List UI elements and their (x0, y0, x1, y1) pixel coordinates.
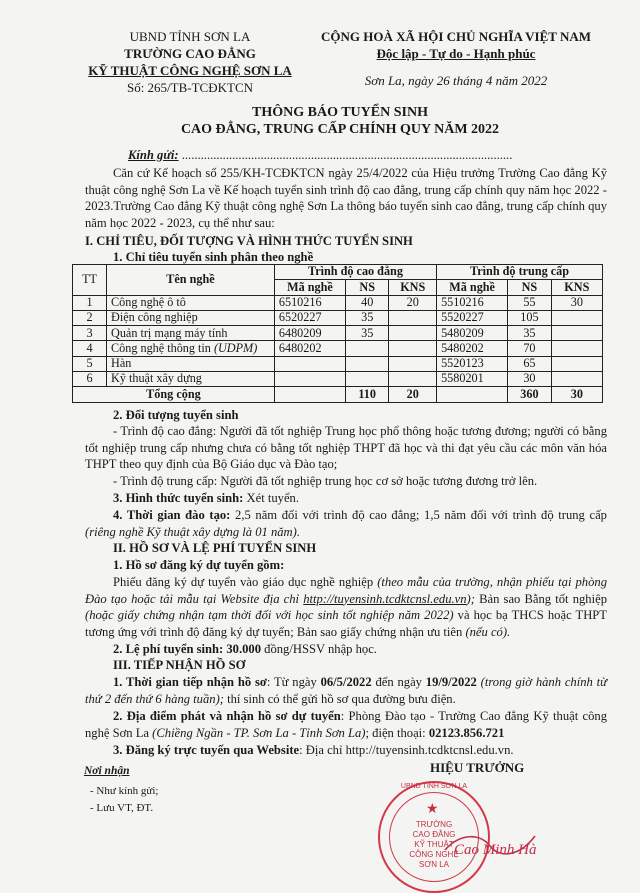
section2-sub2 (113, 641, 607, 658)
object-college: - Trình độ cao đẳng: Người đã tốt nghiệp Trung học phổ thông hoặc tương đương; người có bằng tốt nghiệp trung cấp nhưng chưa có bằng tốt nghiệp THPT đã học và thi đạt yêu cầu các môn văn hóa THPT theo quy định của Bộ Giáo dục và Đào tạo; (85, 424, 607, 472)
cell-tc-ns: 105 (508, 310, 551, 325)
col-tc-code: Mã nghề (437, 280, 508, 295)
section1-sub4 (85, 507, 607, 540)
col-cd-code: Mã nghề (274, 280, 345, 295)
seal-star-icon: ★ (426, 802, 439, 817)
p1f: và học bạ THCS hoặc THPT tương ứng với trình độ đăng ký dự tuyển; Bản sao giấy chứng nhận ưu tiên (85, 608, 607, 639)
signer-name: Cao Minh Hà (454, 842, 537, 858)
seal-line4: CÔNG NGHỆ (409, 850, 459, 859)
s1-note: (trong giờ hành chính từ thứ 2 đến thứ 6 hàng tuần); (85, 675, 608, 706)
cell-tt: 2 (73, 310, 107, 325)
section3-item3 (113, 742, 607, 759)
website-link[interactable]: http://tuyensinh.tcdktcnsl.edu.vn (303, 591, 467, 606)
cell-name: Công nghệ ô tô (107, 295, 275, 310)
cell-cd-ns: 35 (346, 326, 389, 341)
s1-date-end: 19/9/2022 (425, 675, 477, 689)
cell-tc-kns (551, 372, 602, 387)
cell-tc-code: 5510216 (437, 295, 508, 310)
seal-line3: KỸ THUẬT (414, 840, 454, 849)
table-total-row (73, 387, 603, 402)
s1-c: thí sinh có thể gửi hồ sơ qua đường bưu điện. (223, 691, 456, 706)
total-cd-kns: 20 (389, 387, 437, 402)
cell-cd-kns (389, 341, 437, 356)
cell-name (107, 341, 275, 356)
cell-tt: 3 (73, 326, 107, 341)
p1d: Bản sao Bằng tốt nghiệp (474, 591, 607, 606)
cell-cd-ns: 35 (346, 310, 389, 325)
p1g: (nếu có). (465, 624, 511, 639)
fee-label: 2. Lệ phí tuyển sinh: 30.000 (113, 642, 262, 656)
quota-table (72, 264, 603, 403)
object-intermediate: - Trình độ trung cấp: Người đã tốt nghiệp trung học cơ sở hoặc tương đương trở lên. (113, 474, 538, 488)
total-label: Tổng cộng (73, 387, 275, 402)
school-name-line2: KỸ THUẬT CÔNG NGHỆ SƠN LA (88, 63, 292, 78)
greeting-label: Kính gửi: (128, 148, 179, 162)
section3-heading: III. TIẾP NHẬN HỒ SƠ (113, 658, 246, 672)
total-cd-code (274, 387, 345, 402)
table-row (73, 310, 603, 325)
section1-sub1: 1. Chỉ tiêu tuyển sinh phân theo nghề (113, 250, 314, 264)
document-date: Sơn La, ngày 26 tháng 4 năm 2022 (364, 73, 548, 88)
col-college: Trình độ cao đẳng (274, 265, 436, 280)
total-tc-kns: 30 (551, 387, 602, 402)
cell-name: Quản trị mạng máy tính (107, 326, 275, 341)
total-tc-ns: 360 (508, 387, 551, 402)
table-row (73, 372, 603, 387)
recipients-label: Nơi nhận (84, 765, 130, 777)
sub4-label: 4. Thời gian đào tạo: (113, 508, 231, 522)
s2-note: (Chiềng Ngần - TP. Sơn La - Tỉnh Sơn La) (152, 725, 366, 740)
national-motto: Độc lập - Tự do - Hạnh phúc (376, 46, 536, 61)
cell-tc-code: 5580201 (437, 372, 508, 387)
intro-paragraph: Căn cứ Kế hoạch số 255/KH-TCĐKTCN ngày 25/4/2022 của Hiệu trưởng Trường Cao đẳng Kỹ thuật công nghệ Sơn La về Kế hoạch tuyển sinh trình độ cao đẳng, trung cấp chính quy năm học 2022 - 2023.Trường Cao đẳng Kỹ thuật công nghệ Sơn La thông báo tuyển sinh cao đẳng, trung cấp chính quy năm học 2022 - 2023, cụ thể như sau: (85, 166, 607, 230)
recipients-list (90, 783, 158, 817)
s1-a: : Từ ngày (266, 675, 321, 689)
s1-b: đến ngày (371, 675, 426, 689)
cell-tc-ns: 55 (508, 295, 551, 310)
table-row (73, 341, 603, 356)
cell-tc-ns: 35 (508, 326, 551, 341)
p1b: (theo mẫu của trường, nhận phiếu tại phòng Đào tạo hoặc tải mẫu tại Website địa chỉ (85, 575, 607, 606)
sub4-value: 2,5 năm đối với trình độ cao đẳng; 1,5 năm đối với trình độ trung cấp (230, 508, 607, 522)
fee-value: đồng/HSSV nhập học. (261, 642, 377, 656)
cell-cd-kns (389, 326, 437, 341)
cell-tc-ns: 30 (508, 372, 551, 387)
seal-line2: CAO ĐẲNG (412, 830, 456, 839)
section2-heading: II. HỒ SƠ VÀ LỆ PHÍ TUYỂN SINH (113, 541, 317, 555)
cell-cd-ns (346, 356, 389, 371)
col-cd-ns: NS (346, 280, 389, 295)
cell-cd-ns (346, 341, 389, 356)
seal-line5: SƠN LA (419, 860, 449, 869)
s2-label: 2. Địa điểm phát và nhận hồ sơ dự tuyển (113, 709, 341, 723)
table-row (73, 356, 603, 371)
section2-sub1: 1. Hồ sơ đăng ký dự tuyển gồm: (113, 558, 285, 572)
cell-cd-ns: 40 (346, 295, 389, 310)
sub3-label: 3. Hình thức tuyển sinh: (113, 491, 244, 505)
school-name-line1: TRƯỜNG CAO ĐẲNG (124, 46, 256, 61)
cell-tc-kns (551, 356, 602, 371)
cell-cd-kns (389, 356, 437, 371)
document-number: Số: 265/TB-TCĐKTCN (126, 80, 254, 95)
title-line1: THÔNG BÁO TUYỂN SINH (252, 105, 428, 120)
cell-cd-code: 6520227 (274, 310, 345, 325)
s3-label: 3. Đăng ký trực tuyến qua Website (113, 743, 300, 757)
total-cd-ns: 110 (346, 387, 389, 402)
cell-cd-code: 6480202 (274, 341, 345, 356)
cell-tt: 5 (73, 356, 107, 371)
col-cd-kns: KNS (389, 280, 437, 295)
total-tc-code (437, 387, 508, 402)
agency-name: UBND TỈNH SƠN LA (129, 29, 251, 44)
section3-item1 (85, 674, 607, 707)
cell-tc-kns (551, 310, 602, 325)
cell-name-note: (UDPM) (213, 340, 258, 355)
table-header-row (73, 265, 603, 280)
seal-ring-text: UBND TỈNH SƠN LA (400, 783, 468, 790)
section2-paragraph (85, 574, 607, 640)
cell-tc-kns: 30 (551, 295, 602, 310)
cell-cd-kns (389, 372, 437, 387)
col-name: Tên nghề (107, 265, 275, 296)
cell-cd-code (274, 372, 345, 387)
cell-cd-kns: 20 (389, 295, 437, 310)
greeting-dots: ......................................................................................................... (181, 148, 513, 162)
cell-tt: 4 (73, 341, 107, 356)
p1e: (hoặc giấy chứng nhận tạm thời đối với học sinh tốt nghiệp năm 2022) (85, 608, 454, 623)
sub3-value: Xét tuyển. (243, 491, 299, 505)
s2-b: ; điện thoại: (365, 725, 429, 740)
s2-a: : Phòng Đào tạo - Trường Cao đẳng Kỹ thuật công nghệ Sơn La (85, 709, 607, 740)
cell-tc-kns (551, 326, 602, 341)
section1-sub2: 2. Đối tượng tuyển sinh (113, 408, 239, 422)
cell-name: Kỹ thuật xây dựng (107, 372, 275, 387)
cell-tc-code: 5520227 (437, 310, 508, 325)
cell-name: Hàn (107, 356, 275, 371)
p1c: ); (466, 591, 475, 606)
seal-line1: TRƯỜNG (415, 820, 453, 829)
title-line2: CAO ĐẲNG, TRUNG CẤP CHÍNH QUY NĂM 2022 (180, 122, 500, 137)
recipient-2: - Lưu VT, ĐT. (90, 802, 154, 814)
cell-name-text: Công nghệ thông tin (111, 340, 211, 355)
s1-date-start: 06/5/2022 (320, 675, 372, 689)
header-left (80, 28, 300, 96)
nation-name: CỘNG HOÀ XÃ HỘI CHỦ NGHĨA VIỆT NAM (320, 29, 592, 44)
s1-label: 1. Thời gian tiếp nhận hồ sơ (113, 675, 267, 689)
cell-cd-kns (389, 310, 437, 325)
col-tc-ns: NS (508, 280, 551, 295)
section1-heading: I. CHỈ TIÊU, ĐỐI TƯỢNG VÀ HÌNH THỨC TUYỂN SINH (85, 234, 413, 248)
header-right (306, 28, 606, 89)
signer-title: HIỆU TRƯỞNG (430, 760, 525, 775)
cell-tc-kns (551, 341, 602, 356)
document-title (70, 104, 610, 138)
section3-item2 (85, 708, 607, 741)
cell-cd-ns (346, 372, 389, 387)
col-tt: TT (73, 265, 107, 296)
recipient-1: - Như kính gửi; (90, 785, 159, 797)
cell-tc-ns: 70 (508, 341, 551, 356)
cell-name: Điện công nghiệp (107, 310, 275, 325)
s3-value: : Địa chỉ http://tuyensinh.tcdktcnsl.edu.vn. (299, 743, 514, 757)
greeting (128, 148, 512, 163)
s2-phone: 02123.856.721 (428, 725, 505, 740)
sub4-note: (riêng nghề Kỹ thuật xây dựng là 01 năm). (85, 524, 300, 539)
cell-tc-code: 5520123 (437, 356, 508, 371)
col-intermediate: Trình độ trung cấp (437, 265, 603, 280)
cell-tc-ns: 65 (508, 356, 551, 371)
cell-cd-code: 6510216 (274, 295, 345, 310)
cell-tt: 1 (73, 295, 107, 310)
cell-tt: 6 (73, 372, 107, 387)
table-row (73, 326, 603, 341)
col-tc-kns: KNS (551, 280, 602, 295)
cell-tc-code: 5480202 (437, 341, 508, 356)
cell-cd-code (274, 356, 345, 371)
table-row (73, 295, 603, 310)
cell-tc-code: 5480209 (437, 326, 508, 341)
section1-sub3 (113, 490, 607, 507)
cell-cd-code: 6480209 (274, 326, 345, 341)
p1a: Phiếu đăng ký dự tuyển vào giáo dục nghề nghiệp (113, 575, 378, 589)
